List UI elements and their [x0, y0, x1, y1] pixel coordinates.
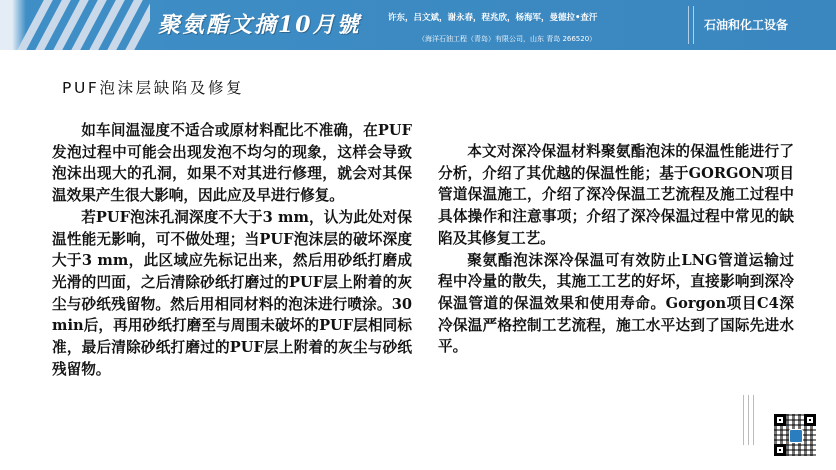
left-column: [52, 120, 412, 380]
section-title: PUF泡沫层缺陷及修复: [62, 79, 245, 97]
banner-stripes: [0, 0, 150, 50]
paragraph: 若PUF泡沫孔洞深度不大于3 mm，认为此处对保温性能无影响，可不做处理；当PUF泡沫层的破坏深度大于3 mm，此区域应先标记出来，然后用砂纸打磨成光滑的凹面，之后清除砂纸打磨过的PUF层上附着的灰尘与砂纸残留物。然后用相同材料的泡沫进行喷涂。30 min后，再用砂纸打磨至与周围未破坏的PUF层相同标准，最后清除砂纸打磨过的PUF层上附着的灰尘与砂纸残留物。: [52, 208, 412, 378]
page-fold-marks: [741, 395, 755, 445]
banner-affiliation: （海洋石油工程（青岛）有限公司，山东 青岛 266520）: [418, 35, 597, 43]
banner-title: 聚氨酯文摘10月號: [158, 12, 361, 38]
paragraph: 本文对深冷保温材料聚氨酯泡沫的保温性能进行了分析，介绍了其优越的保温性能；基于GORGON项目管道保温施工，介绍了深冷保温工艺流程及施工过程中具体操作和注意事项；介绍了深冷保温过程中常见的缺陷及其修复工艺。: [438, 143, 794, 247]
banner-divider: [688, 6, 694, 44]
paragraph: 聚氨酯泡沫深冷保温可有效防止LNG管道运输过程中冷量的散失，其施工工艺的好坏，直接影响到深冷保温管道的保温效果和使用寿命。Gorgon项目C4深冷保温严格控制工艺流程，施工水平达到了国际先进水平。: [438, 251, 794, 356]
journal-name: 石油和化工设备: [704, 18, 789, 32]
banner-authors: 许东，吕文斌，谢永春，程兆欣，杨海军，曼德拉•查汗: [388, 13, 598, 23]
right-column: [438, 141, 794, 358]
paragraph: 如车间温湿度不适合或原材料配比不准确，在PUF发泡过程中可能会出现发泡不均匀的现象，这样会导致泡沫出现大的孔洞，如果不对其进行修理，就会对其保温效果产生很大影响，因此应及早进行修复。: [52, 122, 412, 205]
header-banner: [0, 0, 836, 50]
qr-code-icon: [774, 414, 816, 456]
